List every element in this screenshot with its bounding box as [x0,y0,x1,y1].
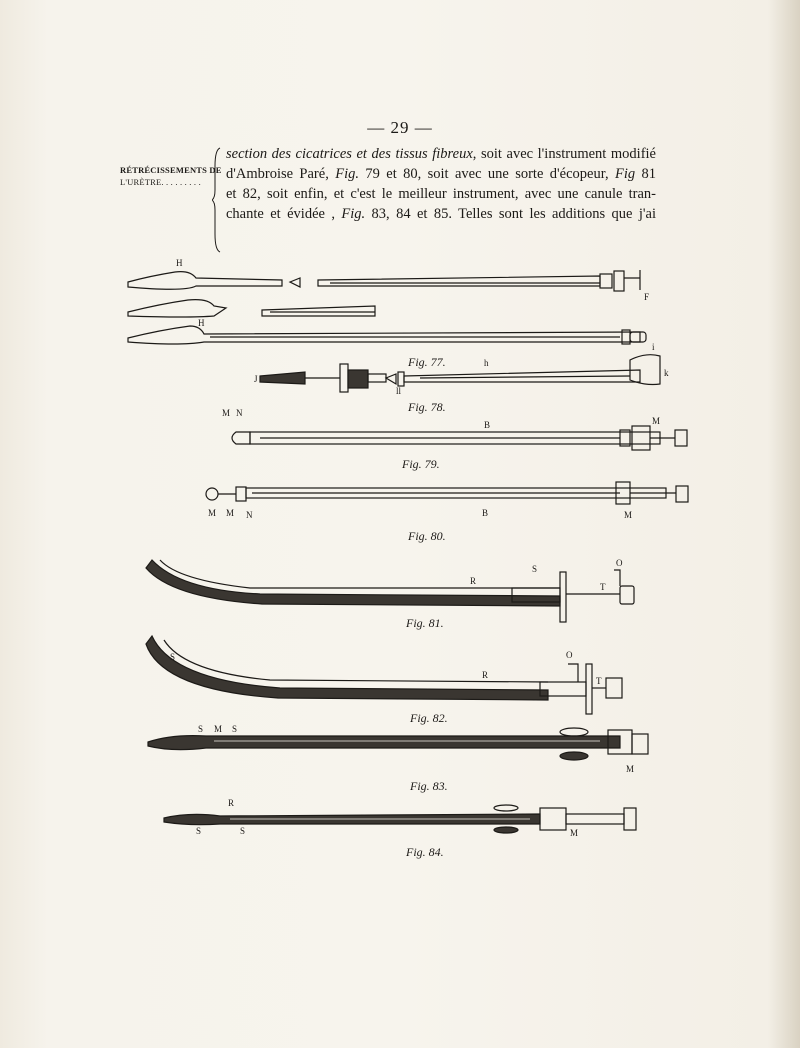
label-fig-82-a: R [482,670,489,680]
label-fig-81-b: S [532,564,538,574]
label-fig-79-c: B [484,420,491,430]
caption-fig-83: Fig. 83. [410,779,448,793]
body-line-1: section des cicatrices et des tissus fibreux, soit avec l'instrument modifié [226,146,656,162]
fig-84-illustration [164,805,636,833]
body-line-3: et 82, soit enfin, et c'est le meilleur instrument, avec une canule tran- [226,186,656,202]
label-fig-78-a: J [254,374,258,384]
label-fig-83-b: M [214,724,223,734]
caption-fig-79: Fig. 79. [402,457,440,471]
label-fig-77-a: H [176,258,183,268]
label-fig-78-c: ll [396,386,402,396]
body-line-2: d'Ambroise Paré, Fig. 79 et 80, soit avec une sorte d'écopeur, Fig 81 [226,166,656,182]
fig-79-illustration [232,426,687,450]
label-fig-77-c: H [198,318,205,328]
label-fig-78-e: k [664,368,669,378]
label-fig-81-d: O [616,558,623,568]
label-fig-82-d: O [566,650,573,660]
label-fig-80-a: M [208,508,217,518]
caption-fig-77: Fig. 77. [408,355,446,369]
label-fig-83-a: S [198,724,204,734]
page-number: — 29 — [367,118,433,137]
fig-82-illustration [146,636,622,714]
label-fig-79-d: M [652,416,661,426]
label-fig-82-b: S [170,652,176,662]
label-fig-83-d: M [626,764,635,774]
body-line-4: chante et évidée , Fig. 83, 84 et 85. Telles sont les additions que j'ai [226,206,657,222]
label-fig-84-b: S [196,826,202,836]
label-fig-81-a: R [470,576,477,586]
label-fig-80-e: M [624,510,633,520]
label-fig-78-b: h [484,358,489,368]
fig-83-illustration [148,728,648,760]
margin-note-line-2: L'URÈTRE. . . . . . . . . [120,177,201,187]
label-fig-84-a: R [228,798,235,808]
label-fig-80-d: B [482,508,489,518]
label-fig-80-b: M [226,508,235,518]
fig-81-illustration [146,560,634,622]
label-fig-77-b: F [644,292,650,302]
label-fig-79-b: N [236,408,243,418]
margin-note-line-1: RÉTRÉCISSEMENTS DE [120,165,222,175]
fig-77-illustration [128,270,646,344]
fig-78-illustration [260,355,660,392]
label-fig-82-c: T [596,676,602,686]
caption-fig-82: Fig. 82. [410,711,448,725]
label-fig-81-c: T [600,582,606,592]
label-fig-84-d: M [570,828,579,838]
caption-fig-78: Fig. 78. [408,400,446,414]
caption-fig-81: Fig. 81. [406,616,444,630]
caption-fig-80: Fig. 80. [408,529,446,543]
label-fig-80-c: N [246,510,253,520]
label-fig-84-c: S [240,826,246,836]
label-fig-79-a: M [222,408,231,418]
label-fig-83-c: S [232,724,238,734]
caption-fig-84: Fig. 84. [406,845,444,859]
label-fig-78-d: i [652,342,655,352]
fig-80-illustration [206,482,688,504]
